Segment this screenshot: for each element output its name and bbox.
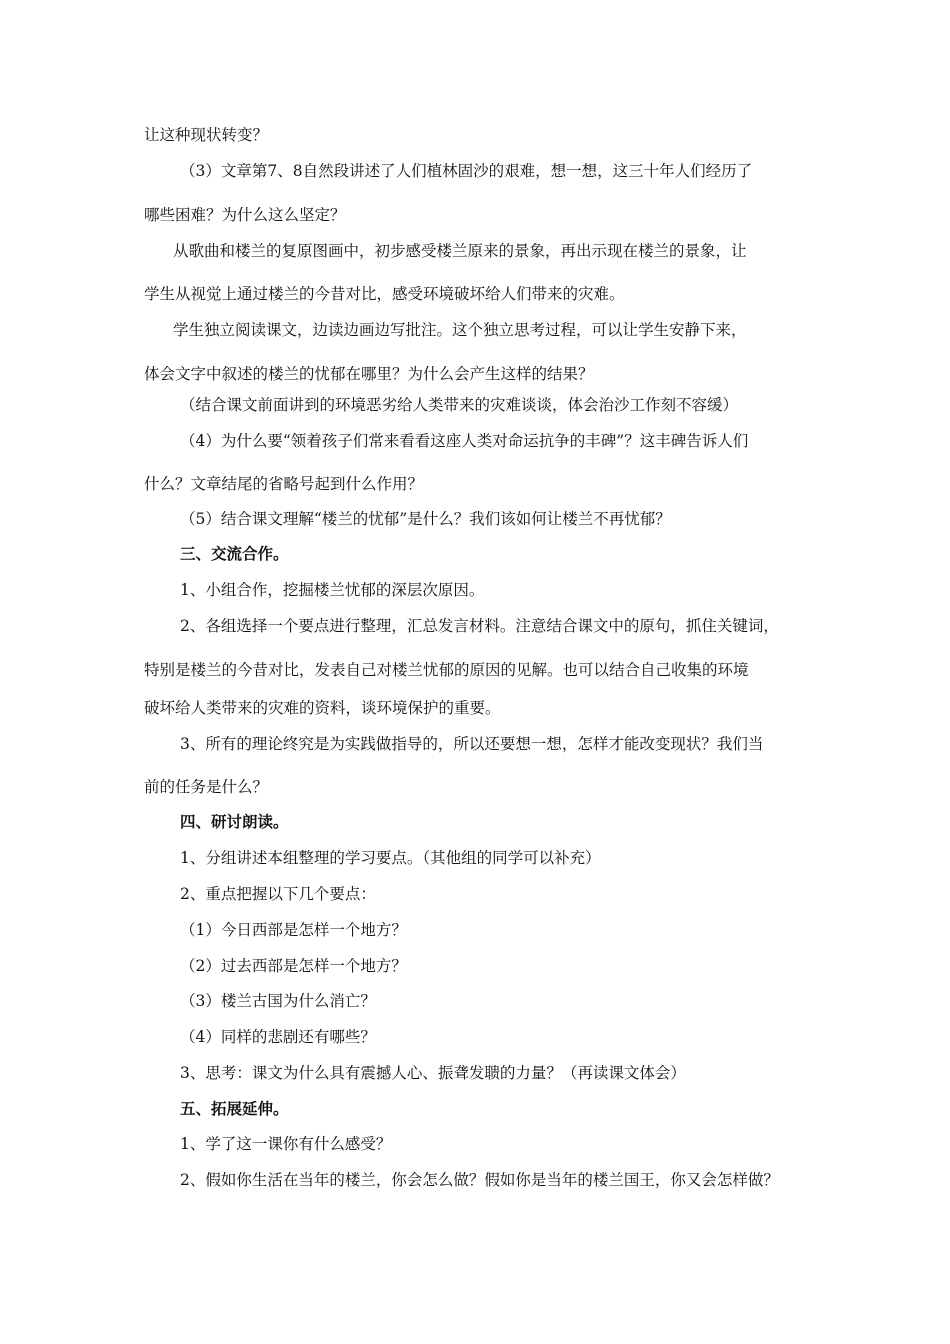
text-line: （5）结合课文理解“楼兰的忧郁”是什么？我们该如何让楼兰不再忧郁？ <box>180 510 671 528</box>
text-line: 1、学了这一课你有什么感受？ <box>180 1135 392 1153</box>
text-line: 让这种现状转变？ <box>144 126 269 144</box>
text-line: 哪些困难？为什么这么坚定？ <box>144 206 346 224</box>
text-line: 什么？文章结尾的省略号起到什么作用？ <box>144 475 424 493</box>
text-line: （4）同样的悲剧还有哪些？ <box>180 1028 376 1046</box>
text-line: （结合课文前面讲到的环境恶劣给人类带来的灾难谈谈，体会治沙工作刻不容缓） <box>180 396 739 414</box>
text-line: 3、所有的理论终究是为实践做指导的，所以还要想一想，怎样才能改变现状？我们当 <box>180 735 764 753</box>
text-line: （4）为什么要“领着孩子们常来看看这座人类对命运抗争的丰碑”？这丰碑告诉人们 <box>180 432 749 450</box>
text-line: 1、小组合作，挖掘楼兰忧郁的深层次原因。 <box>180 581 485 599</box>
text-line: 学生从视觉上通过楼兰的今昔对比，感受环境破坏给人们带来的灾难。 <box>144 285 625 303</box>
text-line: 特别是楼兰的今昔对比，发表自己对楼兰忧郁的原因的见解。也可以结合自己收集的环境 <box>144 661 749 679</box>
text-line: 破坏给人类带来的灾难的资料，谈环境保护的重要。 <box>144 699 501 717</box>
text-line: 1、分组讲述本组整理的学习要点。（其他组的同学可以补充） <box>180 849 601 867</box>
text-line: 2、各组选择一个要点进行整理，汇总发言材料。注意结合课文中的原句，抓住关键词， <box>180 617 779 635</box>
text-line: （3）文章第7、8自然段讲述了人们植林固沙的艰难，想一想，这三十年人们经历了 <box>180 162 753 180</box>
text-line: 2、假如你生活在当年的楼兰，你会怎么做？假如你是当年的楼兰国王，你又会怎样做？ <box>180 1171 779 1189</box>
section-heading: 四、研讨朗读。 <box>180 812 289 831</box>
text-line: 从歌曲和楼兰的复原图画中，初步感受楼兰原来的景象，再出示现在楼兰的景象，让 <box>173 242 747 260</box>
text-line: 2、重点把握以下几个要点： <box>180 885 376 903</box>
text-line: 体会文字中叙述的楼兰的忧郁在哪里？为什么会产生这样的结果？ <box>144 365 594 383</box>
text-line: 学生独立阅读课文，边读边画边写批注。这个独立思考过程，可以让学生安静下来， <box>173 321 747 339</box>
section-heading: 五、拓展延伸。 <box>180 1099 289 1118</box>
text-line: 3、思考：课文为什么具有震撼人心、振聋发聩的力量？（再读课文体会） <box>180 1064 686 1082</box>
section-heading: 三、交流合作。 <box>180 544 289 563</box>
text-line: （2）过去西部是怎样一个地方？ <box>180 957 407 975</box>
text-line: （3）楼兰古国为什么消亡？ <box>180 992 376 1010</box>
text-line: 前的任务是什么？ <box>144 778 269 796</box>
text-line: （1）今日西部是怎样一个地方？ <box>180 921 407 939</box>
